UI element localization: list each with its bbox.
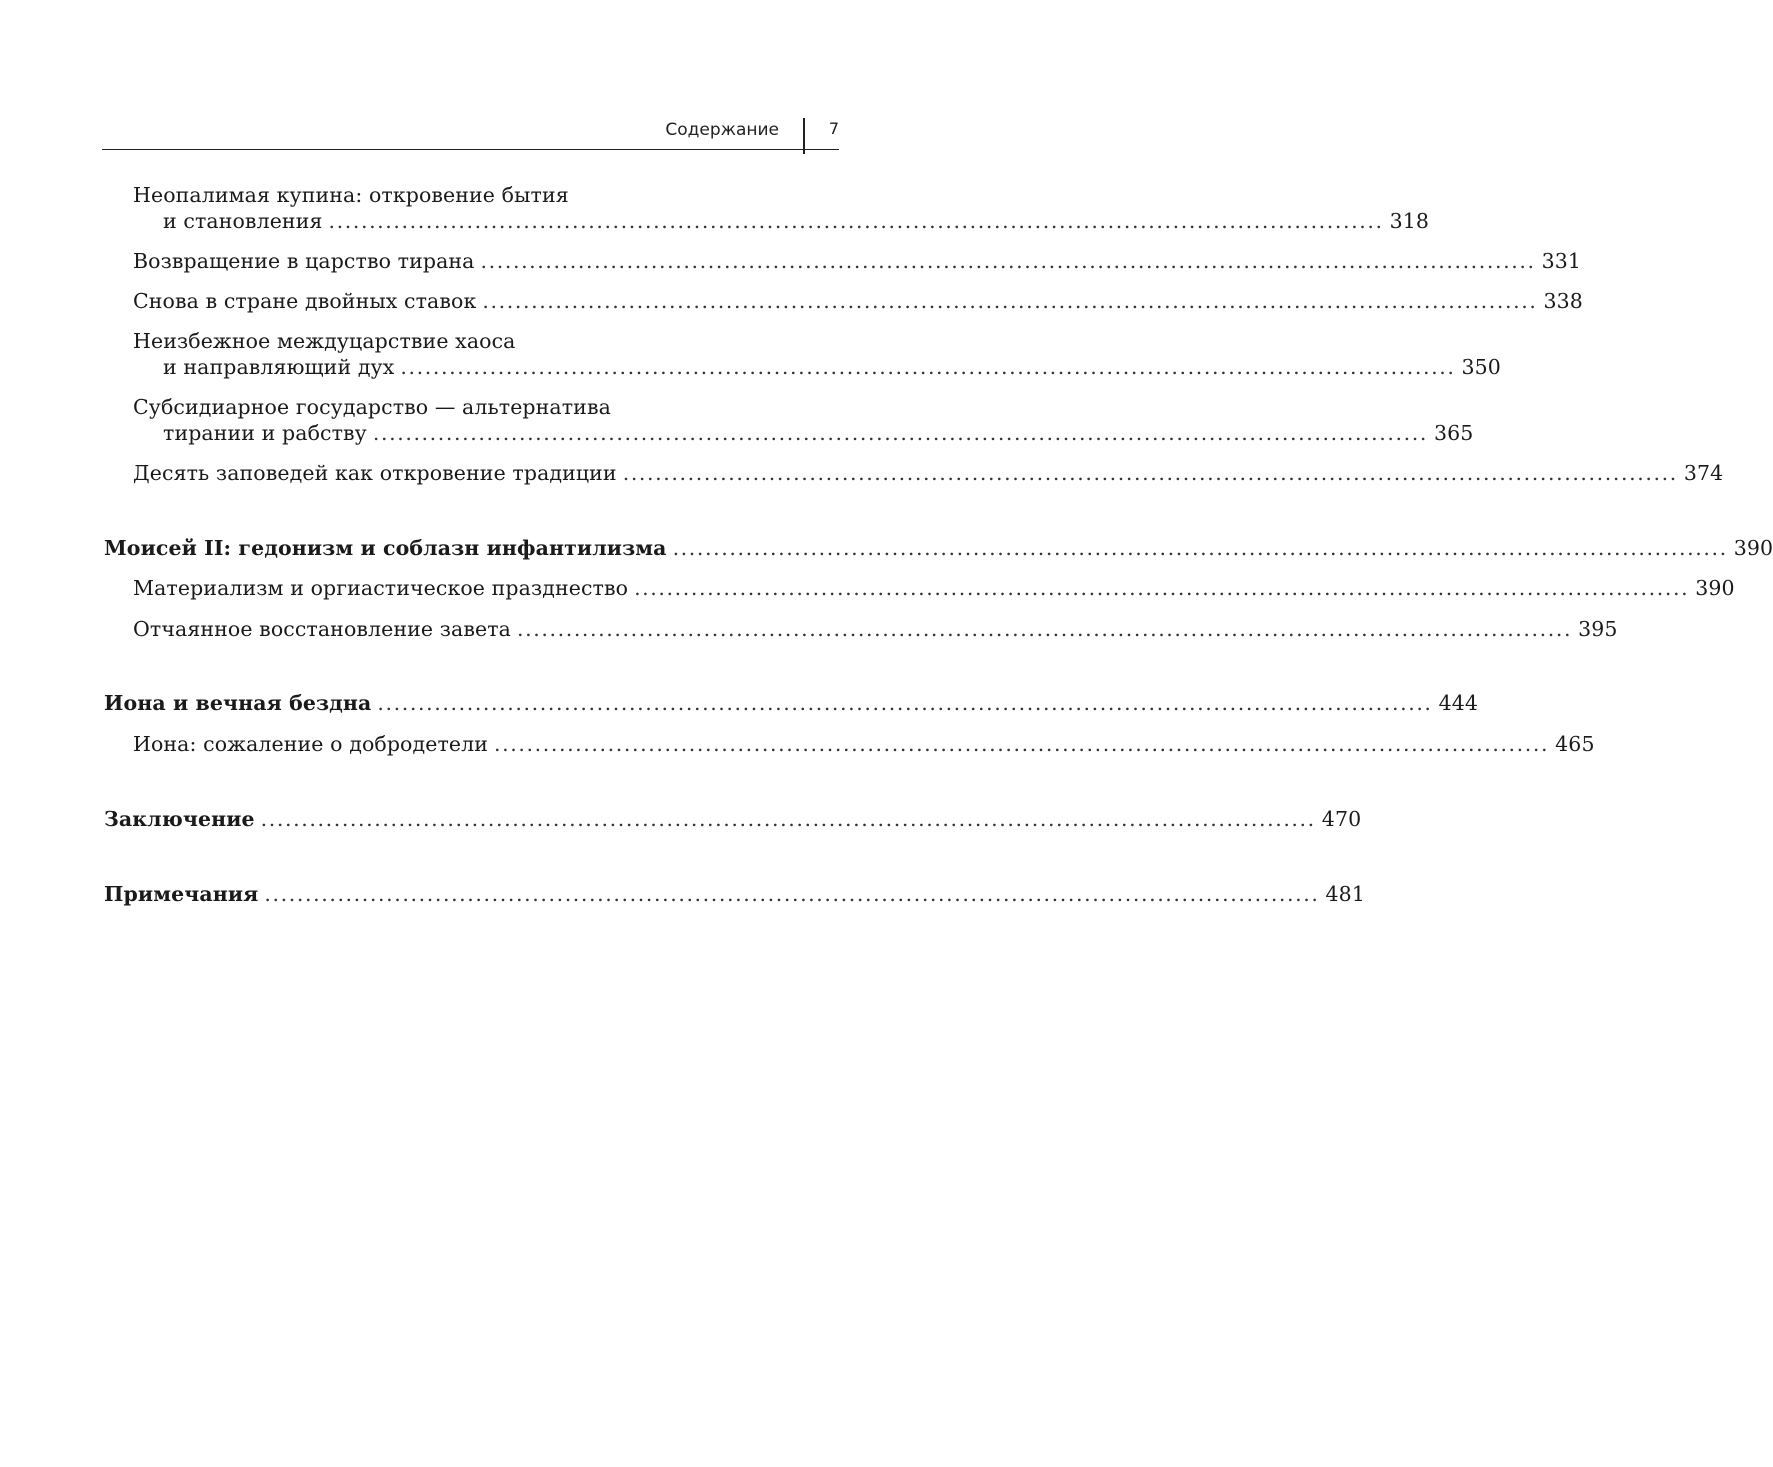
dot-leader: ..................................................................................................................................: [494, 732, 1550, 756]
toc-entry-page: 350: [1461, 355, 1501, 379]
toc-chapter[interactable]: [104, 806, 1362, 832]
toc-entry-page: 318: [1389, 209, 1430, 233]
toc-entry-title: Субсидиарное государство — альтернатива: [133, 395, 611, 419]
toc-entry[interactable]: [133, 288, 1583, 314]
dot-leader: ..................................................................................................................................: [634, 576, 1690, 600]
toc-chapter-title: Иона и вечная бездна: [104, 691, 372, 715]
dot-leader: ..................................................................................................................................: [328, 209, 1384, 233]
running-head-title: Содержание: [665, 120, 779, 140]
dot-leader: ..................................................................................................................................: [260, 807, 1316, 831]
dot-leader: ..................................................................................................................................: [372, 421, 1428, 445]
dot-leader: ..................................................................................................................................: [672, 536, 1728, 560]
toc-chapter[interactable]: [104, 881, 1365, 907]
toc-entry-title-continued: тирании и рабству: [163, 421, 367, 445]
toc-entry-page: 338: [1543, 289, 1583, 313]
toc-entry[interactable]: [133, 731, 1595, 757]
toc-entry[interactable]: [133, 182, 1430, 234]
toc-entry[interactable]: [133, 616, 1618, 642]
toc-entry-page: 465: [1555, 732, 1595, 756]
toc-entry-title: Отчаянное восстановление завета: [133, 617, 511, 641]
toc-entry-title-continued: и направляющий дух: [163, 355, 395, 379]
toc-entry-title: Десять заповедей как откровение традиции: [133, 461, 617, 485]
toc-entry-page: 395: [1578, 617, 1618, 641]
toc-entry-page: 390: [1695, 576, 1735, 600]
toc-entry[interactable]: [133, 394, 1474, 446]
toc-entry[interactable]: [133, 248, 1582, 274]
toc-chapter-title: Заключение: [104, 807, 255, 831]
toc-chapter-page: 481: [1325, 882, 1365, 906]
toc-entry[interactable]: [133, 328, 1501, 380]
page-number: 7: [828, 119, 839, 138]
dot-leader: ..................................................................................................................................: [517, 617, 1573, 641]
toc-chapter[interactable]: [104, 535, 1773, 561]
dot-leader: ..................................................................................................................................: [400, 355, 1456, 379]
toc-entry-title: Неизбежное междуцарствие хаоса: [133, 329, 516, 353]
toc-chapter-title: Моисей II: гедонизм и соблазн инфантилизма: [104, 536, 667, 560]
dot-leader: ..................................................................................................................................: [264, 882, 1320, 906]
toc-chapter-page: 444: [1438, 691, 1478, 715]
toc-entry[interactable]: [133, 575, 1735, 601]
toc-entry-page: 365: [1434, 421, 1474, 445]
toc-entry-title: Неопалимая купина: откровение бытия: [133, 183, 569, 207]
toc-chapter-page: 390: [1733, 536, 1773, 560]
toc-entry-title-continued: и становления: [163, 209, 323, 233]
toc-entry-page: 331: [1541, 249, 1582, 273]
toc-entry-title: Возвращение в царство тирана: [133, 249, 475, 273]
dot-leader: ..................................................................................................................................: [622, 461, 1678, 485]
toc-chapter-page: 470: [1321, 807, 1362, 831]
toc-entry-title: Снова в стране двойных ставок: [133, 289, 477, 313]
toc-chapter[interactable]: [104, 690, 1478, 716]
dot-leader: ..................................................................................................................................: [377, 691, 1433, 715]
toc-entry[interactable]: [133, 460, 1724, 486]
toc-entry-title: Иона: сожаление о добродетели: [133, 732, 489, 756]
dot-leader: ..................................................................................................................................: [480, 249, 1536, 273]
toc-chapter-title: Примечания: [104, 882, 259, 906]
dot-leader: ..................................................................................................................................: [482, 289, 1538, 313]
toc-entry-page: 374: [1683, 461, 1724, 485]
toc-entry-title: Материализм и оргиастическое празднество: [133, 576, 629, 600]
